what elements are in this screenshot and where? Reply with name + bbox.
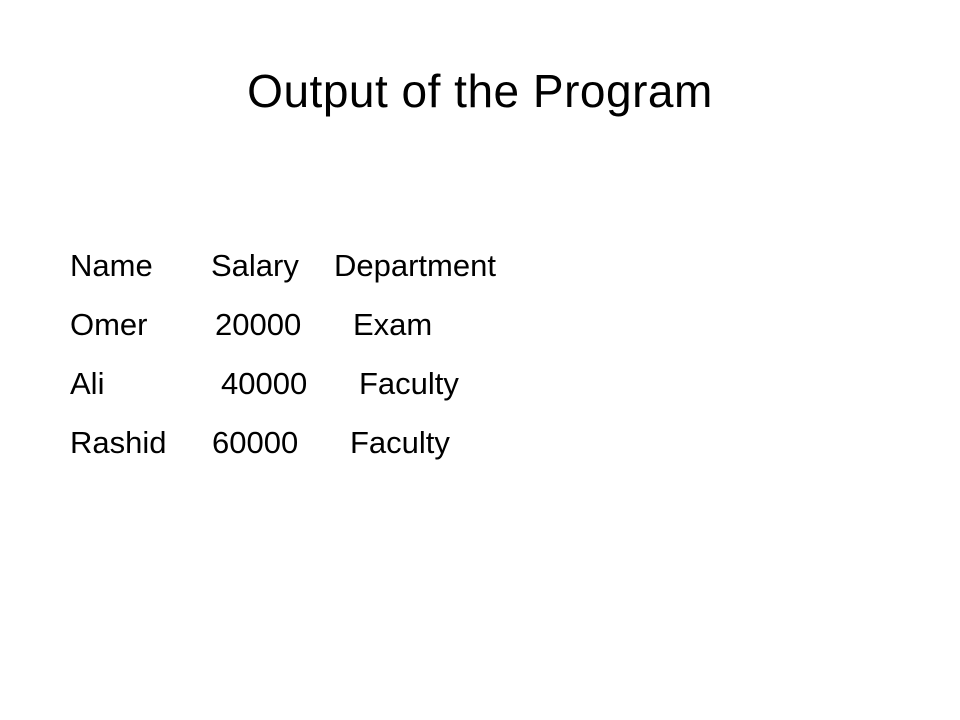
output-row (70, 295, 670, 354)
header-name: Name (70, 248, 153, 283)
slide-title: Output of the Program (247, 65, 713, 117)
row-salary: 60000 (212, 425, 299, 460)
header-salary: Salary (211, 248, 299, 283)
row-salary: 40000 (221, 366, 308, 401)
row-department: Exam (353, 307, 433, 342)
program-output (70, 236, 670, 472)
row-name: Ali (70, 366, 105, 401)
row-name: Rashid (70, 425, 167, 460)
row-department: Faculty (359, 366, 459, 401)
row-name: Omer (70, 307, 148, 342)
row-department: Faculty (350, 425, 450, 460)
output-row (70, 354, 670, 413)
row-salary: 20000 (215, 307, 302, 342)
header-department: Department (334, 248, 496, 283)
output-header-row (70, 236, 670, 295)
output-row (70, 413, 670, 472)
